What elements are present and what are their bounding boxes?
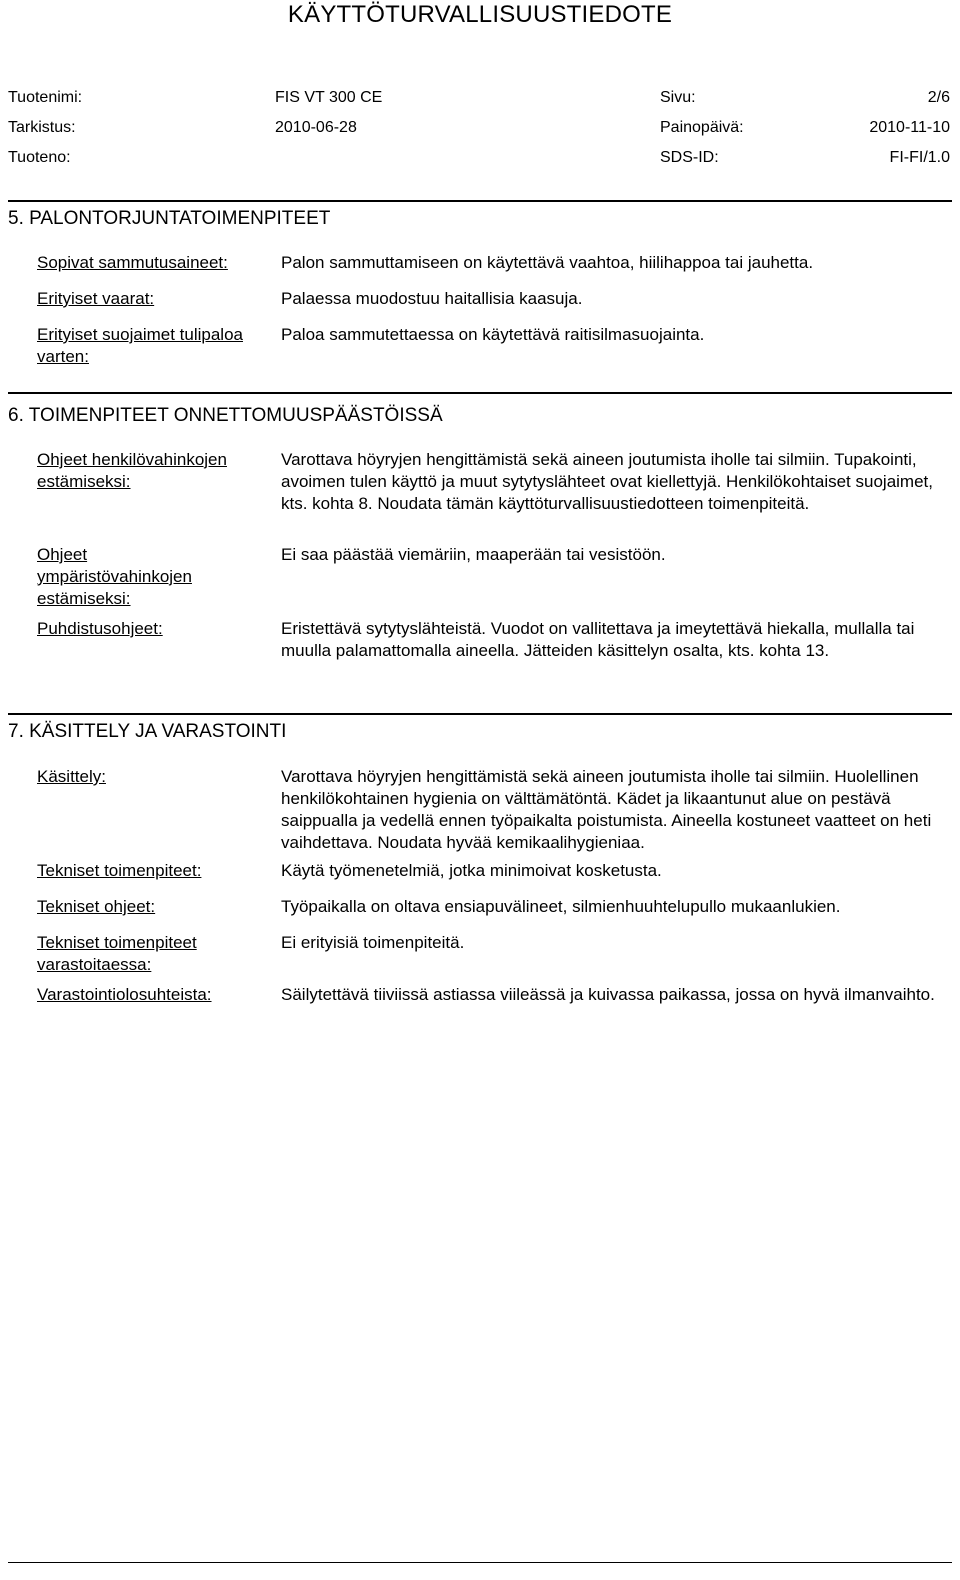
environmental-precautions-value: Ei saa päästää viemäriin, maaperään tai vesistöön. — [281, 545, 666, 564]
personal-precautions-value: Varottava höyryjen hengittämistä sekä aineen joutumista iholle tai silmiin. Tupakointi, avoimen tulen käyttö ja muut sytytyslähteet ovat kiellettyjä. Henkilökohtaiset suojaimet, kts. kohta 8. Noudata tämän käyttöturvallisuustiedotteen toimenpiteitä. — [281, 450, 933, 513]
print-date-value: 2010-11-10 — [869, 119, 950, 136]
handling-value: Varottava höyryjen hengittämistä sekä aineen joutumista iholle tai silmiin. Huolellinen henkilökohtainen hygienia on välttämätöntä. Kädet ja likaantunut alue on pestävä saippualla ja vedellä ennen työpaikalta poistumista. Aineella kostuneet vaatteet on heti vaihdettava. Noudata hyvää kemikaalihygieniaa. — [281, 767, 932, 852]
technical-instructions-label: Tekniset ohjeet: — [37, 897, 156, 916]
section-divider — [8, 200, 952, 202]
footer-divider — [8, 1562, 952, 1563]
technical-measures-value: Käytä työmenetelmiä, jotka minimoivat kosketusta. — [281, 861, 662, 880]
section-6-title: 6. TOIMENPITEET ONNETTOMUUSPÄÄSTÖISSÄ — [8, 405, 443, 426]
product-name-value: FIS VT 300 CE — [275, 89, 383, 106]
page-label: Sivu: — [660, 89, 696, 106]
environmental-precautions-label: Ohjeet ympäristövahinkojen estämiseksi: — [37, 545, 192, 608]
sds-id-value: FI-FI/1.0 — [889, 149, 950, 166]
personal-precautions-label: Ohjeet henkilövahinkojen estämiseksi: — [37, 450, 227, 491]
extinguishing-media-value: Palon sammuttamiseen on käytettävä vaahtoa, hiilihappoa tai jauhetta. — [281, 253, 814, 272]
technical-measures-label: Tekniset toimenpiteet: — [37, 861, 202, 880]
product-no-label: Tuoteno: — [8, 149, 71, 166]
handling-label: Käsittely: — [37, 767, 106, 786]
document-title: KÄYTTÖTURVALLISUUSTIEDOTE — [287, 1, 673, 28]
extinguishing-media-label: Sopivat sammutusaineet: — [37, 253, 228, 272]
fire-protective-equipment-label: Erityiset suojaimet tulipaloa varten: — [37, 325, 243, 366]
revision-label: Tarkistus: — [8, 119, 76, 136]
cleanup-methods-value: Eristettävä sytytyslähteistä. Vuodot on vallitettava ja imeytettävä hiekalla, mullalla tai muulla palamattomalla aineella. Jätteiden käsittelyn osalta, kts. kohta 13. — [281, 619, 915, 660]
print-date-label: Painopäivä: — [660, 119, 744, 136]
section-5-title: 5. PALONTORJUNTATOIMENPITEET — [8, 208, 331, 229]
technical-instructions-value: Työpaikalla on oltava ensiapuvälineet, silmienhuuhtelupullo mukaanlukien. — [281, 897, 841, 916]
fire-protective-equipment-value: Paloa sammutettaessa on käytettävä raitisilmasuojainta. — [281, 325, 705, 344]
page-value: 2/6 — [927, 89, 950, 106]
storage-technical-measures-value: Ei erityisiä toimenpiteitä. — [281, 933, 465, 952]
storage-technical-measures-label: Tekniset toimenpiteet varastoitaessa: — [37, 933, 197, 974]
section-7-title: 7. KÄSITTELY JA VARASTOINTI — [8, 721, 287, 742]
special-hazards-label: Erityiset vaarat: — [37, 289, 155, 308]
sds-id-label: SDS-ID: — [660, 149, 719, 166]
storage-conditions-value: Säilytettävä tiiviissä astiassa viileässä ja kuivassa paikassa, jossa on hyvä ilmanvaihto. — [281, 985, 935, 1004]
special-hazards-value: Palaessa muodostuu haitallisia kaasuja. — [281, 289, 583, 308]
cleanup-methods-label: Puhdistusohjeet: — [37, 619, 163, 638]
section-divider — [8, 713, 952, 715]
product-name-label: Tuotenimi: — [8, 89, 83, 106]
revision-value: 2010-06-28 — [275, 119, 357, 136]
section-divider — [8, 392, 952, 394]
storage-conditions-label: Varastointiolosuhteista: — [37, 985, 212, 1004]
